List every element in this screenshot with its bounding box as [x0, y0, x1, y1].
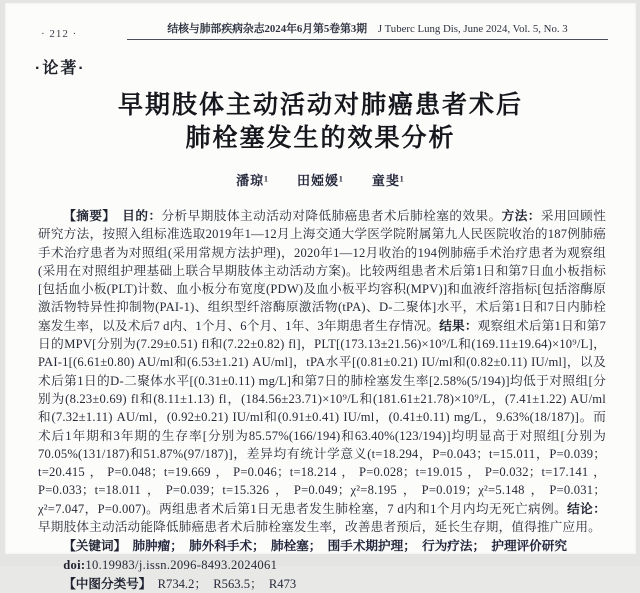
clc-line: 【中图分类号】 R734.2； R563.5； R473: [63, 576, 297, 591]
authors-line: 潘琼¹ 田婭媛¹ 童斐¹: [236, 173, 405, 188]
article-title-line1: 早期肢体主动活动对肺癌患者术后: [117, 91, 523, 119]
journal-header: 结核与肺部疾病杂志2024年6月第5卷第3期 J Tuberc Lung Dis, June 2024, Vol. 5, No. 3: [127, 22, 608, 40]
article-title: [5, 89, 636, 155]
page-number: · 212 ·: [41, 28, 78, 40]
article-type-label: ·论著·: [35, 60, 86, 77]
doi-line: doi:10.19983/j.issn.2096-8493.2024061: [63, 557, 278, 572]
journal-page: [5, 3, 636, 591]
page-header: [5, 3, 636, 40]
keywords-line: 【关键词】 肺肿瘤； 肺外科手术； 肺栓塞； 围手术期护理； 行为疗法； 护理评价研究: [63, 539, 567, 554]
abstract-paragraph: 【摘要】 目的：分析早期肢体主动活动对降低肺癌患者术后肺栓塞的效果。方法：采用回顾性研究方法，按照入组标准选取2019年1—12月上海交通大学医学院附属第九人民医院收治的187例肺癌手术治疗患者为对照组(采用常规方法护理)，2020年1—12月收治的194例肺癌手术治疗患者为观察组(采用在对照组护理基础上联合早期肢体主动活动方案)。比较两组患者术后第1日和第7日血小板指标[包括血小板(PLT)计数、血小板分布宽度(PDW)及血小板平均容积(MPV)]和血液纤溶指标[包括溶酶原激活物特异性抑制物(PAI-1)、组织型纤溶酶原激活物(tPA)、D-二聚体]水平，术后第1日和7日内肺栓塞发生率，以及术后7 d内、1个月、6个月、1年、3年期患者生存情况。结果：观察组术后第1日和第7日的MPV[分别为(7.29±0.51) fl和(7.22±0.82) fl]，PLT[(173.13±21.56)×10⁹/L和(169.11±19.64)×10⁹/L]，PAI-1[(6.61±0.80) AU/ml和(6.53±1.21) AU/ml]，tPA水平[(0.81±0.21) IU/ml和(0.82±0.11) IU/ml]，以及术后第1日的D-二聚体水平[(0.31±0.11) mg/L]和第7日的肺栓塞发生率[2.58%(5/194)]均低于对照组[分别为(8.23±0.69) fl和(8.11±1.13) fl，(184.56±23.71)×10⁹/L和(181.61±21.78)×10⁹/L，(7.41±1.22) AU/ml和(7.32±1.11) AU/ml，(0.92±0.21) IU/ml和(0.91±0.41) IU/ml，(0.41±0.11) mg/L，9.63%(18/187)]。而术后1年期和3年期的生存率[分别为85.57%(166/194)和63.40%(123/194)]均明显高于对照组[分别为70.05%(131/187)和51.87%(97/187)]，差异均有统计学意义(t=18.294，P=0.043；t=15.011，P=0.039；t=20.415，P=0.048；t=19.669，P=0.046；t=18.214，P=0.028；t=19.015，P=0.032；t=17.141，P=0.033；t=18.011，P=0.039；t=15.326，P=0.049；χ²=8.195，P=0.019；χ²=5.148，P=0.031；χ²=7.047，P=0.007)。两组患者术后第1日无患者发生肺栓塞，7 d内和1个月内均无死亡病例。结论：早期肢体主动活动能降低肺癌患者术后肺栓塞发生率，改善患者预后，延长生存期，值得推广应用。: [38, 209, 607, 535]
article-title-line2: 肺栓塞发生的效果分析: [185, 124, 456, 152]
